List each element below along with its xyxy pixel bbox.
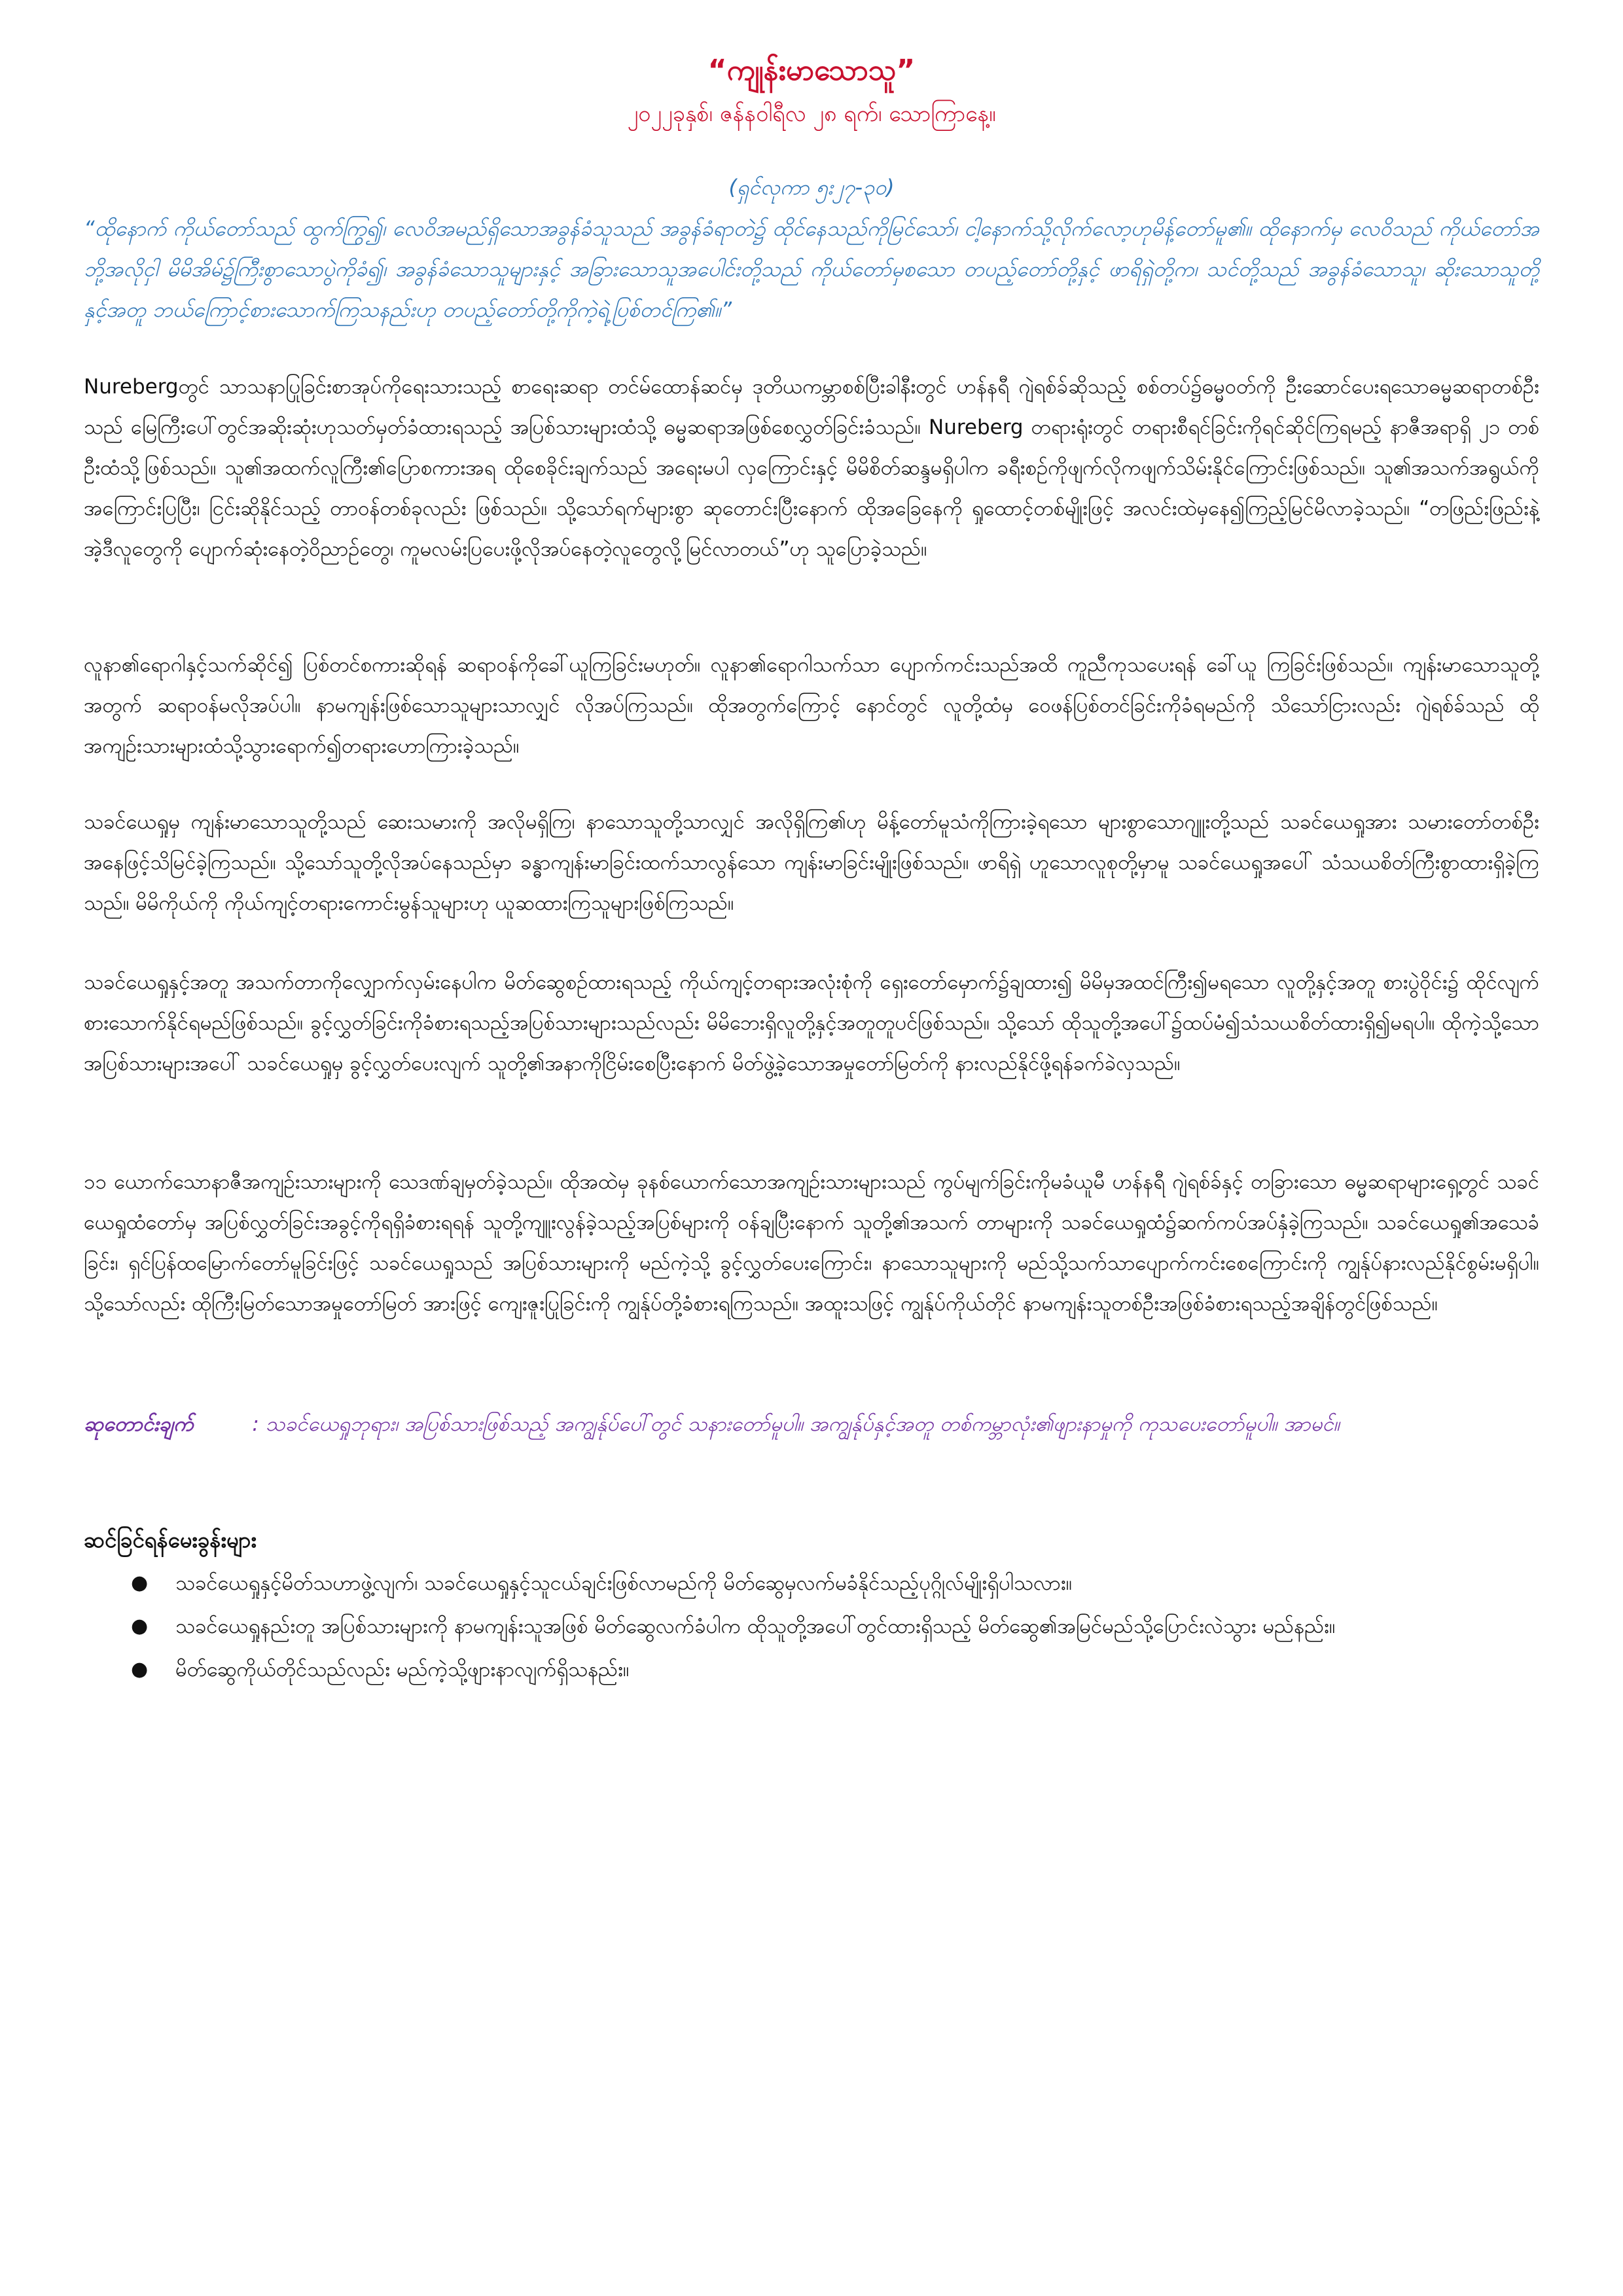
body-paragraph-2: လူနာ၏ရောဂါနှင့်သက်ဆိုင်၍ ပြစ်တင်စကားဆိုရန် ဆရာဝန်ကိုခေါ်ယူကြခြင်းမဟုတ်။ လူနာ၏ရောဂါသက်သာ ပျောက်ကင်းသည်အထိ ကူညီကုသပေးရန် ခေါ်ယူ ကြခြင်းဖြစ်သည်။ ကျန်းမာသောသူတို့အတွက် ဆရာဝန်မလိုအပ်ပါ။ နာမကျန်းဖြစ်သောသူများသာလျှင် လိုအပ်ကြသည်။ ထိုအတွက်ကြောင့် နောင်တွင် လူတို့ထံမှ ဝေဖန်ပြစ်တင်ခြင်းကိုခံရမည်ကို သိသော်ငြားလည်း ဂျဲရစ်ခ်သည် ထိုအကျဉ်းသားများထံသို့သွားရောက်၍တရားဟောကြားခဲ့သည်။ [84, 653, 1539, 758]
page-date: ၂၀၂၂ခုနှစ်၊ ဇန်နဝါရီလ ၂၈ ရက်၊ သောကြာနေ့။ [627, 101, 996, 127]
verse-text: “ထိုနောက် ကိုယ်တော်သည် ထွက်ကြွ၍၊ လေဝိအမည်ရှိသောအခွန်ခံသူသည် အခွန်ခံရာတဲ၌ ထိုင်နေသည်ကိုမြင်သော်၊ ငါ့နောက်သို့လိုက်လော့ဟုမိန့်တော်မူ၏။ ထိုနောက်မှ လေဝိသည် ကိုယ်တော်အဘို့အလိုငှါ မိမိအိမ်၌ကြီးစွာသောပွဲကိုခံ၍၊ အခွန်ခံသောသူများနှင့် အခြားသောသူအပေါင်းတို့သည် ကိုယ်တော်မှစသော တပည့်တော်တို့နှင့် ဖာရိရှဲတို့က၊ သင်တို့သည် အခွန်ခံသောသူ၊ ဆိုးသောသူတို့နှင့်အတူ ဘယ်ကြောင့်စားသောက်ကြသနည်းဟု တပည့်တော်တို့ကိုကဲ့ရဲ့ပြစ်တင်ကြ၏။” [84, 216, 1539, 322]
body-paragraph-5: ၁၁ ယောက်သောနာဇီအကျဉ်းသားများကို သေဒဏ်ချမှတ်ခဲ့သည်။ ထိုအထဲမှ ခုနစ်ယောက်သောအကျဉ်းသားများသည် ကွပ်မျက်ခြင်းကိုမခံယူမီ ဟန်နရီ ဂျဲရစ်ခ်နှင့် တခြားသော ဓမ္မဆရာများရှေ့တွင် သခင်ယေရှုထံတော်မှ အပြစ်လွှတ်ခြင်းအခွင့်ကိုရရှိခံစားရရန် သူတို့ကျူးလွန်ခဲ့သည့်အပြစ်များကို ဝန်ချပြီးနောက် သူတို့၏အသက် တာများကို သခင်ယေရှုထံ၌ဆက်ကပ်အပ်နှံခဲ့ကြသည်။ သခင်ယေရှု၏အသေခံခြင်း၊ ရှင်ပြန်ထမြောက်တော်မူခြင်းဖြင့် သခင်ယေရှုသည် အပြစ်သားများကို မည်ကဲ့သို့ ခွင့်လွှတ်ပေးကြောင်း၊ နာသောသူများကို မည်သို့သက်သာပျောက်ကင်းစေကြောင်းကို ကျွန်ုပ်နားလည်နိုင်စွမ်းမရှိပါ။ သို့သော်လည်း ထိုကြီးမြတ်သောအမှုတော်မြတ် အားဖြင့် ကျေးဇူးပြုခြင်းကို ကျွန်ုပ်တို့ခံစားရကြသည်။ အထူးသဖြင့် ကျွန်ုပ်ကိုယ်တိုင် နာမကျန်းသူတစ်ဦးအဖြစ်ခံစားရသည့်အချိန်တွင်ဖြစ်သည်။ [84, 1170, 1539, 1316]
question-text: မိတ်ဆွေကိုယ်တိုင်သည်လည်း မည်ကဲ့သို့ဖျားနာလျက်ရှိသနည်း။ [175, 1658, 630, 1681]
bullet-icon: ● [131, 1571, 149, 1594]
body-paragraph-4: သခင်ယေရှုနှင့်အတူ အသက်တာကိုလျှောက်လှမ်းနေပါက မိတ်ဆွေစဉ်ထားရသည့် ကိုယ်ကျင့်တရားအလုံးစုံကို ရှေးတော်မှောက်၌ချထား၍ မိမိမှအထင်ကြီး၍မရသော လူတို့နှင့်အတူ စားပွဲဝိုင်း၌ ထိုင်လျက်စားသောက်နိုင်ရမည်ဖြစ်သည်။ ခွင့်လွှတ်ခြင်းကိုခံစားရသည့်အပြစ်သားများသည်လည်း မိမိဘေးရှိလူတို့နှင့်အတူတူပင်ဖြစ်သည်။ သို့သော် ထိုသူတို့အပေါ်၌ထပ်မံ၍သံသယစိတ်ထားရှိ၍မရပါ။ ထိုကဲ့သို့သောအပြစ်သားများအပေါ် သခင်ယေရှုမှ ခွင့်လွှတ်ပေးလျက် သူတို့၏အနာကိုငြိမ်းစေပြီးနောက် မိတ်ဖွဲ့ခဲ့သောအမှုတော်မြတ်ကို နားလည်နိုင်ဖို့ရန်ခက်ခဲလှသည်။ [84, 971, 1539, 1075]
page-title: “ကျုန်းမာသောသူ” [707, 54, 916, 87]
list-item [84, 1563, 1539, 1604]
bullet-icon: ● [131, 1615, 149, 1638]
bullet-icon: ● [131, 1658, 149, 1681]
questions-list [84, 1563, 1539, 1693]
question-text: သခင်ယေရှုနှင့်မိတ်သဟာဖွဲ့လျက်၊ သခင်ယေရှုနှင့်သူငယ်ချင်းဖြစ်လာမည်ကို မိတ်ဆွေမှလက်မခံနိုင်သည့်ပုဂ္ဂိုလ်မျိုးရှိပါသလား။ [175, 1571, 1073, 1595]
questions-heading: ဆင်ခြင်ရန်မေးခွန်းများ [84, 1527, 257, 1552]
question-text: သခင်ယေရှုနည်းတူ အပြစ်သားများကို နာမကျန်းသူအဖြစ် မိတ်ဆွေလက်ခံပါက ထိုသူတို့အပေါ်တွင်ထားရှိသည့် မိတ်ဆွေ၏အမြင်မည်သို့ပြောင်းလဲသွား မည်နည်း။ [175, 1615, 1336, 1638]
prayer-label: ဆုတောင်းချက် [84, 1412, 194, 1436]
body-paragraph-1: Nurebergတွင် သာသနာပြုခြင်းစာအုပ်ကိုရေးသားသည့် စာရေးဆရာ တင်မ်ထောန်ဆင်မှ ဒုတိယကမ္ဘာစစ်ပြီးခါနီးတွင် ဟန်နရီ ဂျဲရစ်ခ်ဆိုသည့် စစ်တပ်၌ဓမ္မဝတ်ကို ဦးဆောင်ပေးရသောဓမ္မဆရာတစ်ဦးသည် မြေကြီးပေါ်တွင်အဆိုးဆုံးဟုသတ်မှတ်ခံထားရသည့် အပြစ်သားများထံသို့ ဓမ္မဆရာအဖြစ်စေလွှတ်ခြင်းခံသည်။ Nureberg တရားရုံးတွင် တရားစီရင်ခြင်းကိုရင်ဆိုင်ကြရမည့် နာဇီအရာရှိ ၂၁ တစ်ဦးထံသို့ဖြစ်သည်။ သူ၏အထက်လူကြီး၏ပြောစကားအရ ထိုစေခိုင်းချက်သည် အရေးမပါ လှကြောင်းနှင့် မိမိစိတ်ဆန္ဒမရှိပါက ခရီးစဉ်ကိုဖျက်လိုကဖျက်သိမ်းနိုင်ကြောင်းဖြစ်သည်။ သူ၏အသက်အရွယ်ကိုအကြောင်းပြပြီး၊ ငြင်းဆိုနိုင်သည့် တာဝန်တစ်ခုလည်း ဖြစ်သည်။ သို့သော်ရက်များစွာ ဆုတောင်းပြီးနောက် ထိုအခြေနေကို ရှုထောင့်တစ်မျိုးဖြင့် အလင်းထဲမှနေ၍ကြည့်မြင်မိလာခဲ့သည်။ “တဖြည်းဖြည်းနဲ့ အဲ့ဒီလူတွေကို ပျောက်ဆုံးနေတဲ့ဝိညာဉ်တွေ၊ ကူမလမ်းပြပေးဖို့လိုအပ်နေတဲ့လူတွေလို့မြင်လာတယ်”ဟု သူပြောခဲ့သည်။ [84, 375, 1539, 561]
list-item [84, 1649, 1539, 1690]
body-paragraph-3: သခင်ယေရှုမှ ကျန်းမာသောသူတို့သည် ဆေးသမားကို အလိုမရှိကြ၊ နာသောသူတို့သာလျှင် အလိုရှိကြ၏ဟု မိန့်တော်မူသံကိုကြားခဲ့ရသော များစွာသောဂျူးတို့သည် သခင်ယေရှုအား သမားတော်တစ်ဦးအနေဖြင့်သိမြင်ခဲ့ကြသည်။ သို့သော်သူတို့လိုအပ်နေသည်မှာ ခန္ဓာကျန်းမာခြင်းထက်သာလွန်သော ကျန်းမာခြင်းမျိုးဖြစ်သည်။ ဖာရိရှဲ ဟူသောလူစုတို့မှာမူ သခင်ယေရှုအပေါ် သံသယစိတ်ကြီးစွာထားရှိခဲ့ကြသည်။ မိမိကိုယ်ကို ကိုယ်ကျင့်တရားကောင်းမွန်သူများဟု ယူဆထားကြသူများဖြစ်ကြသည်။ [84, 810, 1539, 915]
prayer-text: : သခင်ယေရှုဘုရား၊ အပြစ်သားဖြစ်သည့် အကျွန်ုပ်ပေါ်တွင် သနားတော်မူပါ။ အကျွန်ုပ်နှင့်အတူ တစ်ကမ္ဘာလုံး၏ဖျားနာမှုကို ကုသပေးတော်မူပါ။ အာမင်။ [252, 1412, 1340, 1436]
list-item [84, 1606, 1539, 1647]
prayer-block [84, 1404, 1539, 1444]
verse-reference: (ရှင်လုကာ ၅း၂၇-၃၀) [728, 175, 895, 200]
